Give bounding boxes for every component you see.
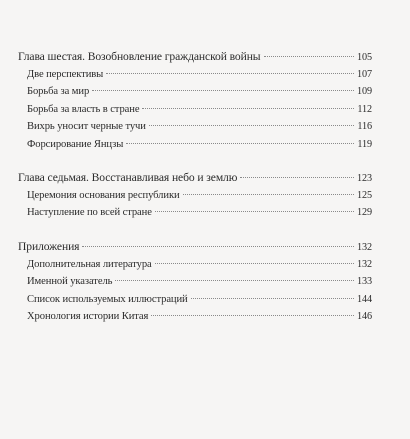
toc-chapter-title: Глава шестая. Возобновление гражданской войны <box>18 50 261 63</box>
toc-page-number: 132 <box>357 242 372 253</box>
toc-entry-title: Борьба за власть в стране <box>27 104 140 115</box>
toc-entry <box>27 311 372 322</box>
toc-page-number: 112 <box>357 104 372 115</box>
toc-chapter-7 <box>18 171 372 184</box>
toc-entry-title: Вихрь уносит черные тучи <box>27 121 146 132</box>
dotted-leader <box>106 73 354 74</box>
toc-entry <box>27 207 372 218</box>
toc-entry <box>27 69 372 80</box>
toc-chapter-title: Глава седьмая. Восстанавливая небо и землю <box>18 171 238 184</box>
toc-entry <box>27 259 372 270</box>
toc-entry <box>27 190 372 201</box>
toc-chapter-title: Приложения <box>18 240 80 253</box>
toc-page-number: 123 <box>357 173 372 184</box>
toc-entry-title: Именной указатель <box>27 276 113 287</box>
toc-entry <box>27 104 372 115</box>
toc-entry-title: Дополнительная литература <box>27 259 152 270</box>
dotted-leader <box>115 280 354 281</box>
toc-entry-title: Список используемых иллюстраций <box>27 294 188 305</box>
dotted-leader <box>92 90 354 91</box>
toc-chapter-6 <box>18 50 372 63</box>
toc-appendices <box>18 240 372 253</box>
toc-entry <box>27 139 372 150</box>
toc-entry-title: Церемония основания республики <box>27 190 180 201</box>
toc-page-number: 132 <box>357 259 372 270</box>
toc-page-number: 129 <box>357 207 372 218</box>
toc-entry-title: Форсирование Янцзы <box>27 139 124 150</box>
dotted-leader <box>191 298 354 299</box>
toc-entry <box>27 121 372 132</box>
toc-page-number: 146 <box>357 311 372 322</box>
dotted-leader <box>240 177 354 178</box>
toc-page-number: 105 <box>357 52 372 63</box>
dotted-leader <box>151 315 354 316</box>
toc-entry-title: Наступление по всей стране <box>27 207 152 218</box>
toc-entry-title: Две перспективы <box>27 69 104 80</box>
toc-page-number: 116 <box>357 121 372 132</box>
toc-page-number: 125 <box>357 190 372 201</box>
toc-entry <box>27 86 372 97</box>
dotted-leader <box>142 108 354 109</box>
dotted-leader <box>183 194 354 195</box>
toc-entry-title: Хронология истории Китая <box>27 311 149 322</box>
toc-page-number: 109 <box>357 86 372 97</box>
dotted-leader <box>155 263 354 264</box>
toc-page-number: 133 <box>357 276 372 287</box>
dotted-leader <box>155 211 354 212</box>
toc-entry-title: Борьба за мир <box>27 86 90 97</box>
toc-entry <box>27 294 372 305</box>
toc-page-number: 119 <box>357 139 372 150</box>
dotted-leader <box>126 143 354 144</box>
dotted-leader <box>82 246 354 247</box>
toc-page-number: 107 <box>357 69 372 80</box>
dotted-leader <box>264 56 355 57</box>
toc-page-number: 144 <box>357 294 372 305</box>
toc-entry <box>27 276 372 287</box>
dotted-leader <box>149 125 355 126</box>
